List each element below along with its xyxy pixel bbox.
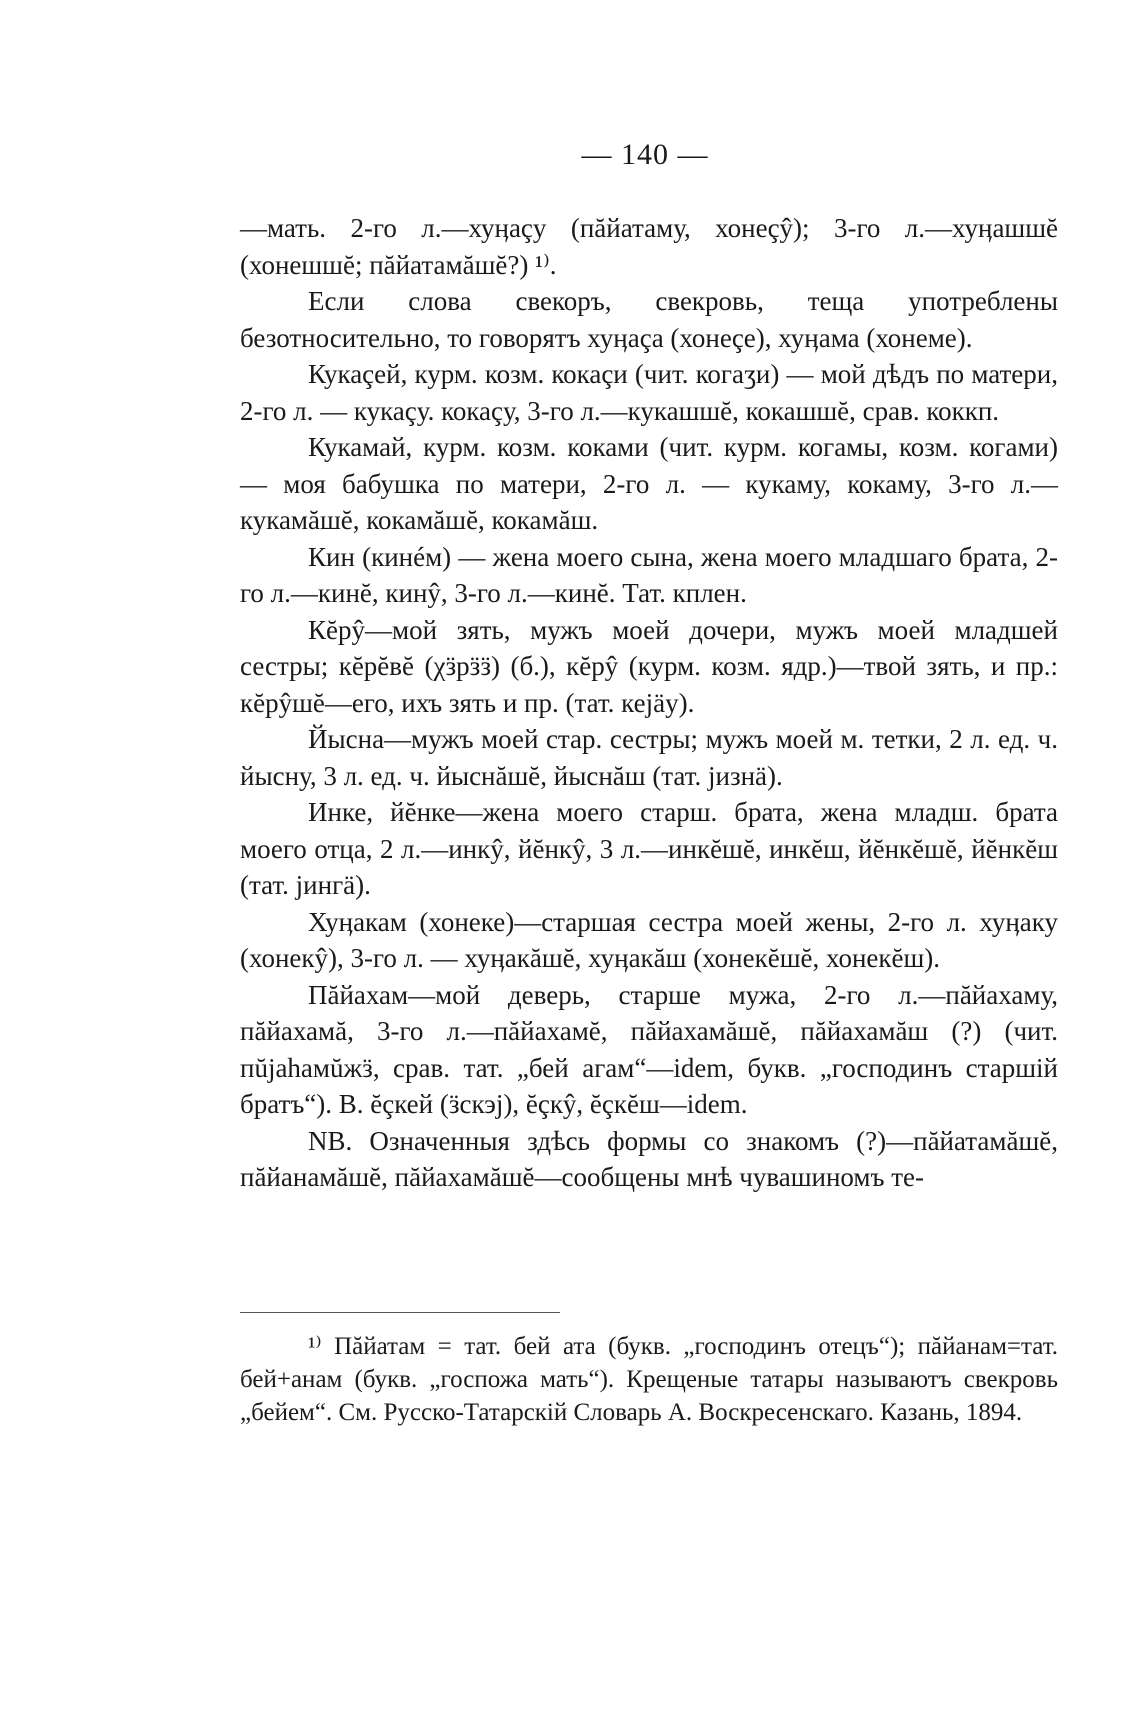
paragraph-4: Кукамай, курм. козм. коками (чит. курм. когамы, козм. когами) — моя бабушка по матери, 2-го л. — кукаму, кокаму, 3-го л.—кукамăшĕ, кокамăшĕ, кокамăш.: [240, 432, 1058, 535]
paragraph-10: Пăйахам—мой деверь, старше мужа, 2-го л.—пăйахаму, пăйахамă, 3-го л.—пăйахамĕ, пăйахамăшĕ, пăйахамăш (?) (чит. пŭјаһамŭжӟ, срав. тат. „бей агам“—idem, букв. „господинъ старшій братъ“). В. ĕçкей (ӟскэј), ĕçкŷ, ĕçкĕш—idem.: [240, 979, 1058, 1119]
paragraph-6: Кĕрŷ—мой зять, мужъ моей дочери, мужъ моей младшей сестры; кĕрĕвĕ (χӟрӟӟ) (б.), кĕрŷ (курм. козм. ядр.)—твой зять, и пр.: кĕрŷшĕ—его, ихъ зять и пр. (тат. кејӓу).: [240, 614, 1058, 718]
paragraph-9: Хуӊакам (хонеке)—старшая сестра моей жены, 2-го л. хуӊаку (хонекŷ), 3-го л. — хуӊакăшĕ, хуӊакăш (хонекĕшĕ, хонекĕш).: [240, 906, 1058, 973]
paragraph-2: Если слова свекоръ, свекровь, теща употреблены безотносительно, то говорятъ хуӊаçа (хонеçе), хуӊама (хонеме).: [240, 286, 1058, 353]
footnote-divider: [240, 1312, 560, 1313]
paragraph-8: Инке, йĕнке—жена моего старш. брата, жена младш. брата моего отца, 2 л.—инкŷ, йĕнкŷ, 3 л.—инкĕшĕ, инкĕш, йĕнкĕшĕ, йĕнкĕш (тат. јингӓ).: [240, 797, 1058, 900]
page-number: — 140 —: [581, 138, 709, 171]
footnote: ¹⁾ Пăйатам = тат. бей ата (букв. „господинъ отецъ“); пăйанам=тат. бей+анам (букв. „госпожа мать“). Крещеные татары называютъ свекровь „бейем“. См. Русско-Татарскій Словарь А. Воскресенскаго. Казань, 1894.: [240, 1333, 1058, 1426]
paragraph-5: Кин (кинéм) — жена моего сына, жена моего младшаго брата, 2-го л.—кинĕ, кинŷ, 3-го л.—кинĕ. Тат. кплен.: [240, 541, 1058, 608]
paragraph-7: Йысна—мужъ моей стар. сестры; мужъ моей м. тетки, 2 л. ед. ч. йысну, 3 л. ед. ч. йыснăшĕ, йыснăш (тат. јизнӓ).: [240, 724, 1058, 791]
paragraph-1: —мать. 2-го л.—хуӊаçу (пăйатаму, хонеçŷ); 3-го л.—хуӊашшĕ (хонешшĕ; пăйатамăшĕ?) ¹⁾.: [240, 213, 1058, 280]
paragraph-11: NB. Означенныя здѣсь формы со знакомъ (?)—пăйатамăшĕ, пăйанамăшĕ, пăйахамăшĕ—сообщены мнѣ чувашиномъ те-: [240, 1125, 1058, 1192]
main-text: [240, 210, 1058, 1196]
paragraph-3: Кукаçей, курм. козм. кокаçи (чит. когаӡи) — мой дѣдъ по матери, 2-го л. — кукаçу. кокаçу, 3-го л.—кукашшĕ, кокашшĕ, срав. коккп.: [240, 359, 1058, 426]
